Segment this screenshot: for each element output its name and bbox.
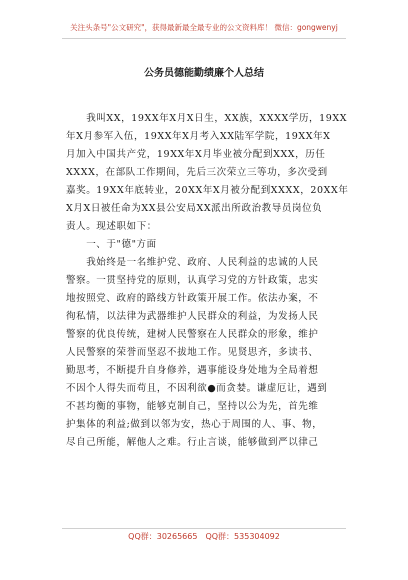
body-line: 地按照党、政府的路线方针政策开展工作。依法办案，不	[66, 293, 319, 304]
header-promo-text: 关注头条号"公文研究"，获得最新最全最专业的公文资料库！ 微信：gongwenyj	[70, 23, 338, 32]
body-line: 不因个人得失而苟且，不因利欲●而贪婪。谦虚厄让，遇到	[66, 383, 328, 394]
footer-divider	[62, 528, 346, 529]
body-line: 勤思考，不断提升自身修养，遇事能设身处地为全局着想	[66, 365, 319, 376]
body-line: 徇私情，以法律为武器维护人民群众的利益，为发扬人民	[66, 311, 319, 322]
body-line: 年X月参军入伍，19XX年X月考入XX陆军学院，19XX年X	[66, 131, 331, 142]
body-line: XXXX，在部队工作期间，先后三次荣立三等功，多次受到	[66, 167, 328, 178]
body-line: 护集体的利益;做到以邻为安，热心于周围的人、事、物，	[66, 419, 323, 430]
footer-contact-text: QQ群：30265665 QQ群：535304092	[128, 532, 280, 541]
header-divider	[62, 38, 346, 39]
body-line: 不甚均衡的事物，能够克制自己，坚持以公为先，首先维	[66, 401, 319, 412]
document-title: 公务员德能勤绩廉个人总结	[144, 68, 264, 79]
section-heading: 一、于"德"方面	[66, 239, 157, 250]
document-body	[66, 110, 352, 452]
body-line: 我叫XX，19XX年X月X日生，XX族，XXXX学历，19XX	[66, 113, 348, 124]
body-line: 嘉奖。19XX年底转业，20XX年X月被分配到XXXX，20XX年	[66, 185, 349, 196]
body-line: 尽自己所能，解他人之难。行止言谈，能够做到严以律己	[66, 437, 319, 448]
body-line: 我始终是一名维护党、政府、人民利益的忠诚的人民	[66, 257, 319, 268]
body-line: 月加入中国共产党，19XX年X月毕业被分配到XXX，历任	[66, 149, 326, 160]
body-line: 责人。现述职如下：	[66, 221, 157, 232]
body-line: 警察。一贯坚持党的原则，认真学习党的方针政策，忠实	[66, 275, 319, 286]
body-line: X月X日被任命为XX县公安局XX派出所政治教导员岗位负	[66, 203, 323, 214]
body-line: 人民警察的荣誉而坚忍不拔地工作。见贤思齐，多读书、	[66, 347, 319, 358]
body-line: 警察的优良传统，建树人民警察在人民群众的形象，维护	[66, 329, 319, 340]
